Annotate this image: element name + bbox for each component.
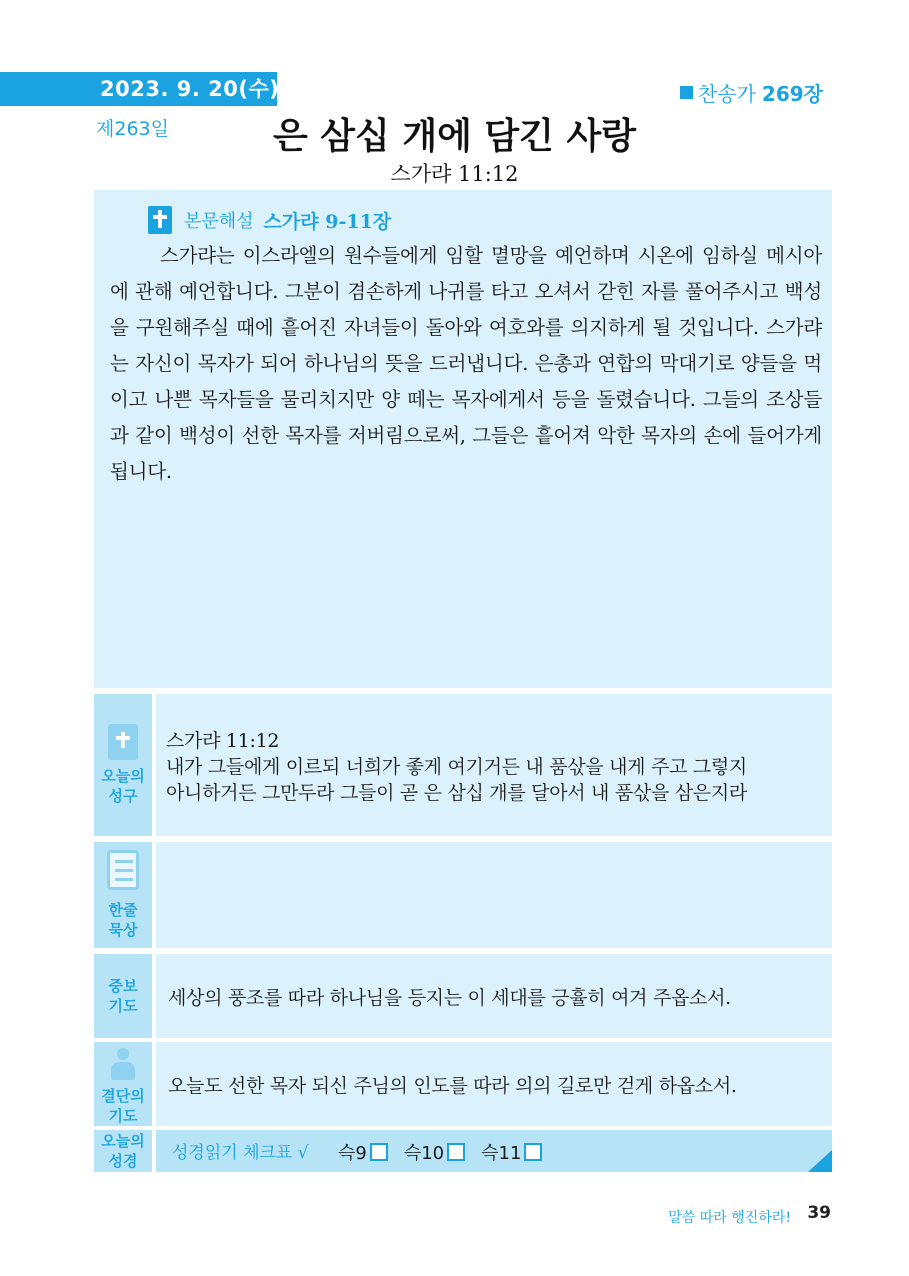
reading-item-zech11[interactable] — [481, 1139, 542, 1165]
reading-checklist — [338, 1139, 542, 1165]
corner-triangle-icon — [808, 1150, 832, 1172]
meditation-label-line1: 한줄 — [108, 901, 138, 919]
reading-item-zech10[interactable] — [404, 1139, 465, 1165]
resolution-panel — [156, 1042, 832, 1126]
praying-person-icon — [108, 1048, 138, 1080]
verse-line: 내가 그들에게 이르되 너희가 좋게 여기거든 내 품삯을 내게 주고 그렇지 — [166, 756, 747, 778]
hymn-reference — [680, 78, 823, 107]
intercession-text: 세상의 풍조를 따라 하나님을 등지는 이 세대를 긍휼히 여겨 주옵소서. — [168, 986, 731, 1009]
resolution-side-label — [94, 1042, 152, 1126]
intercession-panel — [156, 954, 832, 1038]
reading-item-zech9[interactable] — [338, 1139, 388, 1165]
verse-panel — [156, 694, 832, 836]
meditation-side-label — [94, 842, 152, 948]
page-number: 39 — [807, 1203, 831, 1223]
verse-label-line2: 성구 — [108, 787, 138, 805]
reading-checkbox[interactable] — [447, 1143, 465, 1161]
verse-label-line1: 오늘의 — [101, 767, 145, 785]
commentary-body: 스가랴는 이스라엘의 원수들에게 임할 멸망을 예언하며 시온에 임하실 메시아에 관해 예언합니다. 그분이 겸손하게 나귀를 타고 오셔서 갇힌 자를 풀어주시고 백성을 구원해주실 때에 흩어진 자녀들이 돌아와 여호와를 의지하게 될 것입니다. 스가랴는 자신이 목자가 되어 하나님의 뜻을 드러냅니다. 은총과 연합의 막대기로 양들을 먹이고 나쁜 목자들을 물리치지만 양 떼는 목자에게서 등을 돌렸습니다. 그들의 조상들과 같이 백성이 선한 목자를 저버림으로써, 그들은 흩어져 악한 목자의 손에 들어가게 됩니다. — [110, 244, 822, 483]
verse-side-label — [94, 694, 152, 836]
resolution-label-line1: 결단의 — [101, 1087, 145, 1105]
commentary-header — [148, 206, 391, 234]
resolution-label-line2: 기도 — [108, 1107, 138, 1125]
reading-checkbox[interactable] — [524, 1143, 542, 1161]
scripture-reference: 스가랴 11:12 — [390, 162, 519, 186]
verse-reference: 스가랴 11:12 — [166, 730, 280, 752]
reading-checkbox[interactable] — [370, 1143, 388, 1161]
date: 2023. 9. 20(수) — [100, 77, 280, 101]
reading-label-line1: 오늘의 — [101, 1132, 145, 1150]
reading-label-line2: 성경 — [108, 1152, 138, 1170]
intercession-label-line2: 기도 — [108, 997, 138, 1015]
intercession-label-line1: 중보 — [108, 977, 138, 995]
bible-icon — [108, 724, 138, 760]
resolution-text: 오늘도 선한 목자 되신 주님의 인도를 따라 의의 길로만 걷게 하옵소서. — [168, 1074, 737, 1097]
day-count: 제263일 — [96, 118, 169, 140]
checklist-icon — [107, 850, 139, 890]
page-title: 은 삼십 개에 담긴 사랑 — [272, 116, 637, 157]
reading-item-label: 슥10 — [403, 1143, 445, 1164]
hymn-label: 찬송가 — [697, 82, 756, 106]
cross-book-icon — [148, 206, 172, 234]
commentary-label: 본문해설 — [184, 211, 254, 232]
hymn-number: 269장 — [761, 82, 823, 106]
meditation-label-line2: 묵상 — [108, 921, 138, 939]
verse-line: 아니하거든 그만두라 그들이 곧 은 삼십 개를 달아서 내 품삯을 삼은지라 — [166, 782, 747, 804]
reading-item-label: 슥11 — [481, 1143, 522, 1164]
reading-checklist-label: 성경읽기 체크표 √ — [172, 1143, 309, 1163]
meditation-panel[interactable] — [156, 842, 832, 948]
footer-slogan: 말씀 따라 행진하라! — [668, 1210, 791, 1226]
intercession-side-label — [94, 954, 152, 1038]
verse-text — [166, 728, 747, 806]
commentary-reference: 스가랴 9-11장 — [263, 210, 392, 233]
reading-item-label: 슥9 — [338, 1143, 367, 1164]
reading-side-label — [94, 1130, 152, 1172]
square-bullet-icon — [680, 86, 693, 99]
commentary-panel — [94, 190, 832, 688]
reading-panel — [156, 1130, 832, 1172]
